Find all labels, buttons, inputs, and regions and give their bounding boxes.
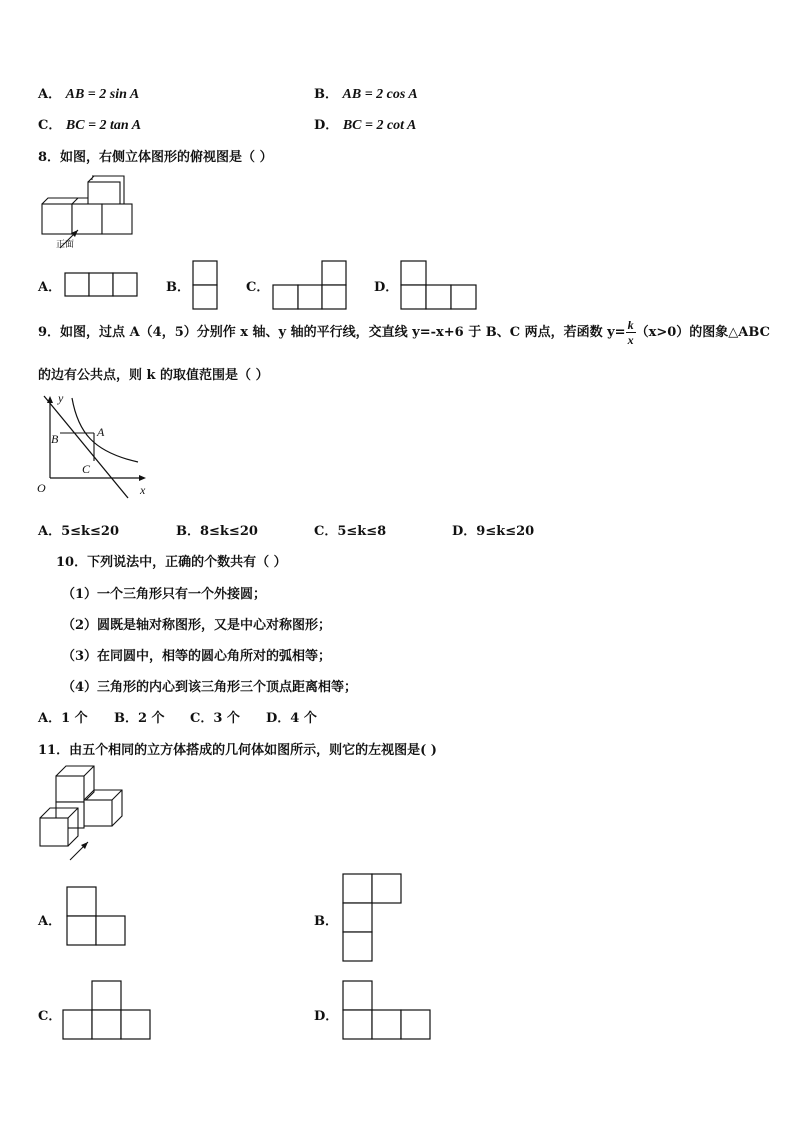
q8-option-b-figure[interactable] <box>192 260 218 310</box>
q11-solid-figure <box>36 762 126 862</box>
q8-front-label: 正面 <box>56 240 75 250</box>
q10-statement-3: （3）在同圆中，相等的圆心角所对的弧相等； <box>62 649 332 664</box>
q8-solid-figure <box>38 174 138 254</box>
q11-option-d-figure[interactable] <box>342 980 434 1042</box>
q7-option-b-text: AB = 2 cos A <box>342 87 418 102</box>
q7-option-c-text: BC = 2 tan A <box>65 118 142 133</box>
q9-frac-num: k <box>627 318 634 332</box>
q7-option-a[interactable] <box>38 83 139 103</box>
q10-option-a[interactable]: A．1 个 <box>38 711 88 726</box>
q7-option-b-label: B． <box>314 87 338 102</box>
q7-option-d[interactable] <box>314 114 416 134</box>
q9-label-a: A <box>97 425 105 439</box>
q8-option-c-label[interactable]: C． <box>246 280 270 295</box>
q9-graph <box>38 392 153 502</box>
q10-statement-4: （4）三角形的内心到该三角形三个顶点距离相等； <box>62 680 358 695</box>
q9-label-o: O <box>37 481 46 495</box>
q11-option-c-figure[interactable] <box>62 980 154 1042</box>
q10-option-c[interactable]: C．3 个 <box>190 711 240 726</box>
q8-option-a-figure[interactable] <box>64 272 138 298</box>
q10-question: 10．下列说法中，正确的个数共有（ ） <box>56 555 287 570</box>
q7-option-b[interactable] <box>314 83 418 103</box>
q9-question-line2: 的边有公共点，则 k 的取值范围是（ ） <box>38 368 269 383</box>
q9-fraction <box>626 318 636 347</box>
q9-option-b[interactable]: B．8≤k≤20 <box>176 524 258 539</box>
q11-option-b-figure[interactable] <box>342 873 404 965</box>
q10-statement-1: （1）一个三角形只有一个外接圆； <box>62 587 267 602</box>
q11-option-a-label[interactable]: A． <box>38 914 62 929</box>
q8-option-d-figure[interactable] <box>400 260 478 310</box>
q11-option-a-figure[interactable] <box>66 886 128 948</box>
q9-question-part1: 9．如图，过点 A（4，5）分别作 x 轴、y 轴的平行线，交直线 y=-x+6 于 B、C 两点，若函数 y= <box>38 325 626 340</box>
q10-statement-2: （2）圆既是轴对称图形，又是中心对称图形； <box>62 618 332 633</box>
q7-option-c[interactable] <box>38 114 141 134</box>
q7-option-d-text: BC = 2 cot A <box>342 118 417 133</box>
q8-question: 8．如图，右侧立体图形的俯视图是（ ） <box>38 150 273 165</box>
q11-question: 11．由五个相同的立方体搭成的几何体如图所示，则它的左视图是( ) <box>38 743 437 758</box>
q8-option-b-label[interactable]: B． <box>166 280 190 295</box>
q7-option-a-text: AB = 2 sin A <box>65 87 140 102</box>
q7-option-c-label: C． <box>38 118 62 133</box>
q9-label-x: x <box>140 483 146 497</box>
q11-option-d-label[interactable]: D． <box>314 1009 339 1024</box>
q8-option-c-figure[interactable] <box>272 260 348 310</box>
q11-option-b-label[interactable]: B． <box>314 914 338 929</box>
q10-option-d[interactable]: D．4 个 <box>266 711 317 726</box>
q9-frac-den: x <box>627 333 634 347</box>
q8-option-a-label[interactable]: A． <box>38 280 62 295</box>
q9-option-d[interactable]: D．9≤k≤20 <box>452 524 535 539</box>
q9-option-a[interactable]: A．5≤k≤20 <box>38 524 120 539</box>
q7-option-a-label: A． <box>38 87 62 102</box>
q9-label-b: B <box>51 432 59 446</box>
q9-label-c: C <box>82 462 91 476</box>
q9-question-part2: （x>0）的图象△ABC <box>635 325 770 340</box>
q10-option-b[interactable]: B．2 个 <box>114 711 165 726</box>
q7-option-d-label: D． <box>314 118 339 133</box>
q9-label-y: y <box>58 391 64 405</box>
q9-option-c[interactable]: C．5≤k≤8 <box>314 524 387 539</box>
q11-option-c-label[interactable]: C． <box>38 1009 62 1024</box>
q8-option-d-label[interactable]: D． <box>374 280 399 295</box>
q9-question-line1 <box>38 318 770 347</box>
